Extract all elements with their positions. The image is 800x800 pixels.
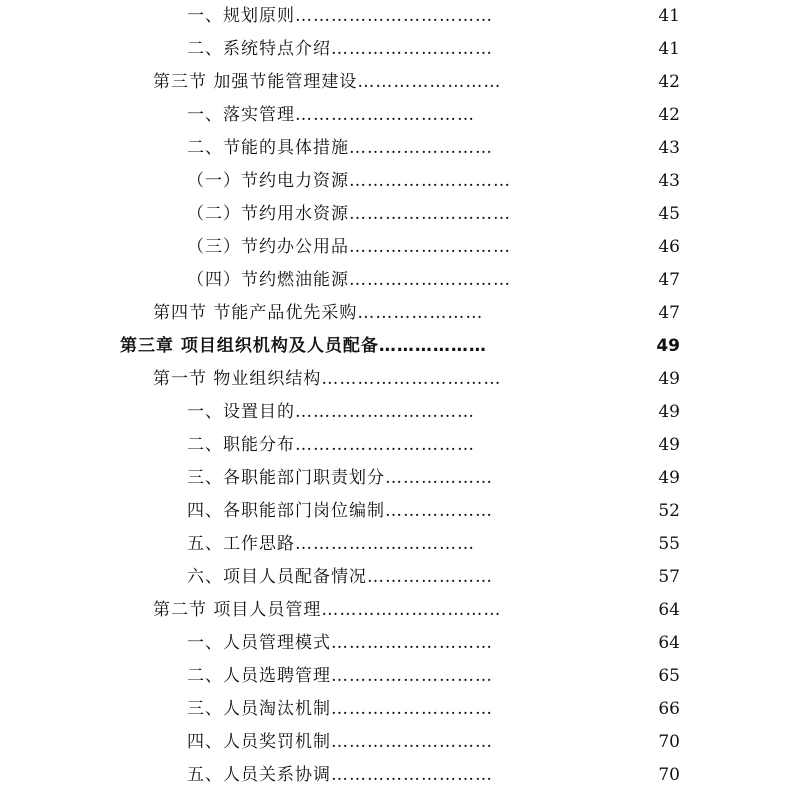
toc-entry-page-number: 65: [658, 666, 680, 686]
toc-entry: [0, 495, 800, 528]
toc-entry-title: 五、人员关系协调………………………: [187, 765, 493, 785]
toc-entry-page-number: 49: [658, 369, 680, 389]
toc-entry: [0, 198, 800, 231]
toc-entry-page-number: 42: [658, 72, 680, 92]
toc-entry-page-number: 70: [658, 732, 680, 752]
toc-entry-title: （四）节约燃油能源………………………: [187, 270, 511, 290]
toc-entry: [0, 759, 800, 792]
toc-entry-title: 三、各职能部门职责划分………………: [187, 468, 493, 488]
toc-entry-title: 第一节 物业组织结构…………………………: [153, 369, 502, 389]
toc-entry-title: 一、规划原则……………………………: [187, 6, 493, 26]
toc-entry-page-number: 49: [658, 402, 680, 422]
toc-entry: [0, 297, 800, 330]
toc-entry: [0, 264, 800, 297]
toc-entry-title: 二、系统特点介绍………………………: [187, 39, 493, 59]
toc-entry-page-number: 49: [656, 336, 680, 356]
toc-entry-page-number: 64: [658, 600, 680, 620]
toc-entry-page-number: 66: [658, 699, 680, 719]
toc-entry-page-number: 49: [658, 468, 680, 488]
toc-entry: [0, 132, 800, 165]
toc-entry-title: 二、节能的具体措施……………………: [187, 138, 493, 158]
toc-entry-page-number: 55: [658, 534, 680, 554]
toc-entry: [0, 165, 800, 198]
toc-entry-page-number: 45: [658, 204, 680, 224]
toc-entry: [0, 561, 800, 594]
toc-entry: [0, 528, 800, 561]
toc-entry-page-number: 41: [658, 39, 680, 59]
toc-entry-title: 第四节 节能产品优先采购…………………: [153, 303, 484, 323]
toc-entry-title: 二、人员选聘管理………………………: [187, 666, 493, 686]
toc-entry-title: 一、人员管理模式………………………: [187, 633, 493, 653]
toc-entry-page-number: 52: [658, 501, 680, 521]
toc-entry-title: 五、工作思路…………………………: [187, 534, 475, 554]
toc-entry-page-number: 43: [658, 138, 680, 158]
toc-entry: [0, 396, 800, 429]
toc-entry-title: （三）节约办公用品………………………: [187, 237, 511, 257]
toc-entry-title: （一）节约电力资源………………………: [187, 171, 511, 191]
toc-entry-title: 四、各职能部门岗位编制………………: [187, 501, 493, 521]
toc-entry-page-number: 43: [658, 171, 680, 191]
toc-entry: [0, 726, 800, 759]
toc-entry-page-number: 57: [658, 567, 680, 587]
toc-entry-title: 四、人员奖罚机制………………………: [187, 732, 493, 752]
toc-entry-page-number: 49: [658, 435, 680, 455]
toc-entry-title: 六、项目人员配备情况…………………: [187, 567, 493, 587]
toc-entry: [0, 462, 800, 495]
toc-entry-page-number: 47: [658, 303, 680, 323]
toc-entry-page-number: 70: [658, 765, 680, 785]
toc-entry-title: 第三节 加强节能管理建设……………………: [153, 72, 502, 92]
toc-entry-title: 三、人员淘汰机制………………………: [187, 699, 493, 719]
toc-entry: [0, 429, 800, 462]
toc-entry-page-number: 47: [658, 270, 680, 290]
toc-entry-page-number: 64: [658, 633, 680, 653]
toc-entry: [0, 66, 800, 99]
toc-entry: [0, 363, 800, 396]
toc-entry-title: 一、设置目的…………………………: [187, 402, 475, 422]
toc-entry: [0, 33, 800, 66]
toc-entry: [0, 660, 800, 693]
toc-entry-title: （二）节约用水资源………………………: [187, 204, 511, 224]
toc-entry: [0, 594, 800, 627]
toc-entry-title: 一、落实管理…………………………: [187, 105, 475, 125]
toc-entry-page-number: 41: [658, 6, 680, 26]
toc-entry-title: 第三章 项目组织机构及人员配备………………: [120, 336, 487, 356]
toc-entry-page-number: 46: [658, 237, 680, 257]
toc-entry: [0, 693, 800, 726]
toc-entry-page-number: 42: [658, 105, 680, 125]
toc-entry: [0, 0, 800, 33]
toc-entry: [0, 99, 800, 132]
toc-entry-title: 二、职能分布…………………………: [187, 435, 475, 455]
toc-entry: [0, 330, 800, 363]
toc-entry: [0, 231, 800, 264]
toc-entry-title: 第二节 项目人员管理…………………………: [153, 600, 502, 620]
toc-entry: [0, 627, 800, 660]
